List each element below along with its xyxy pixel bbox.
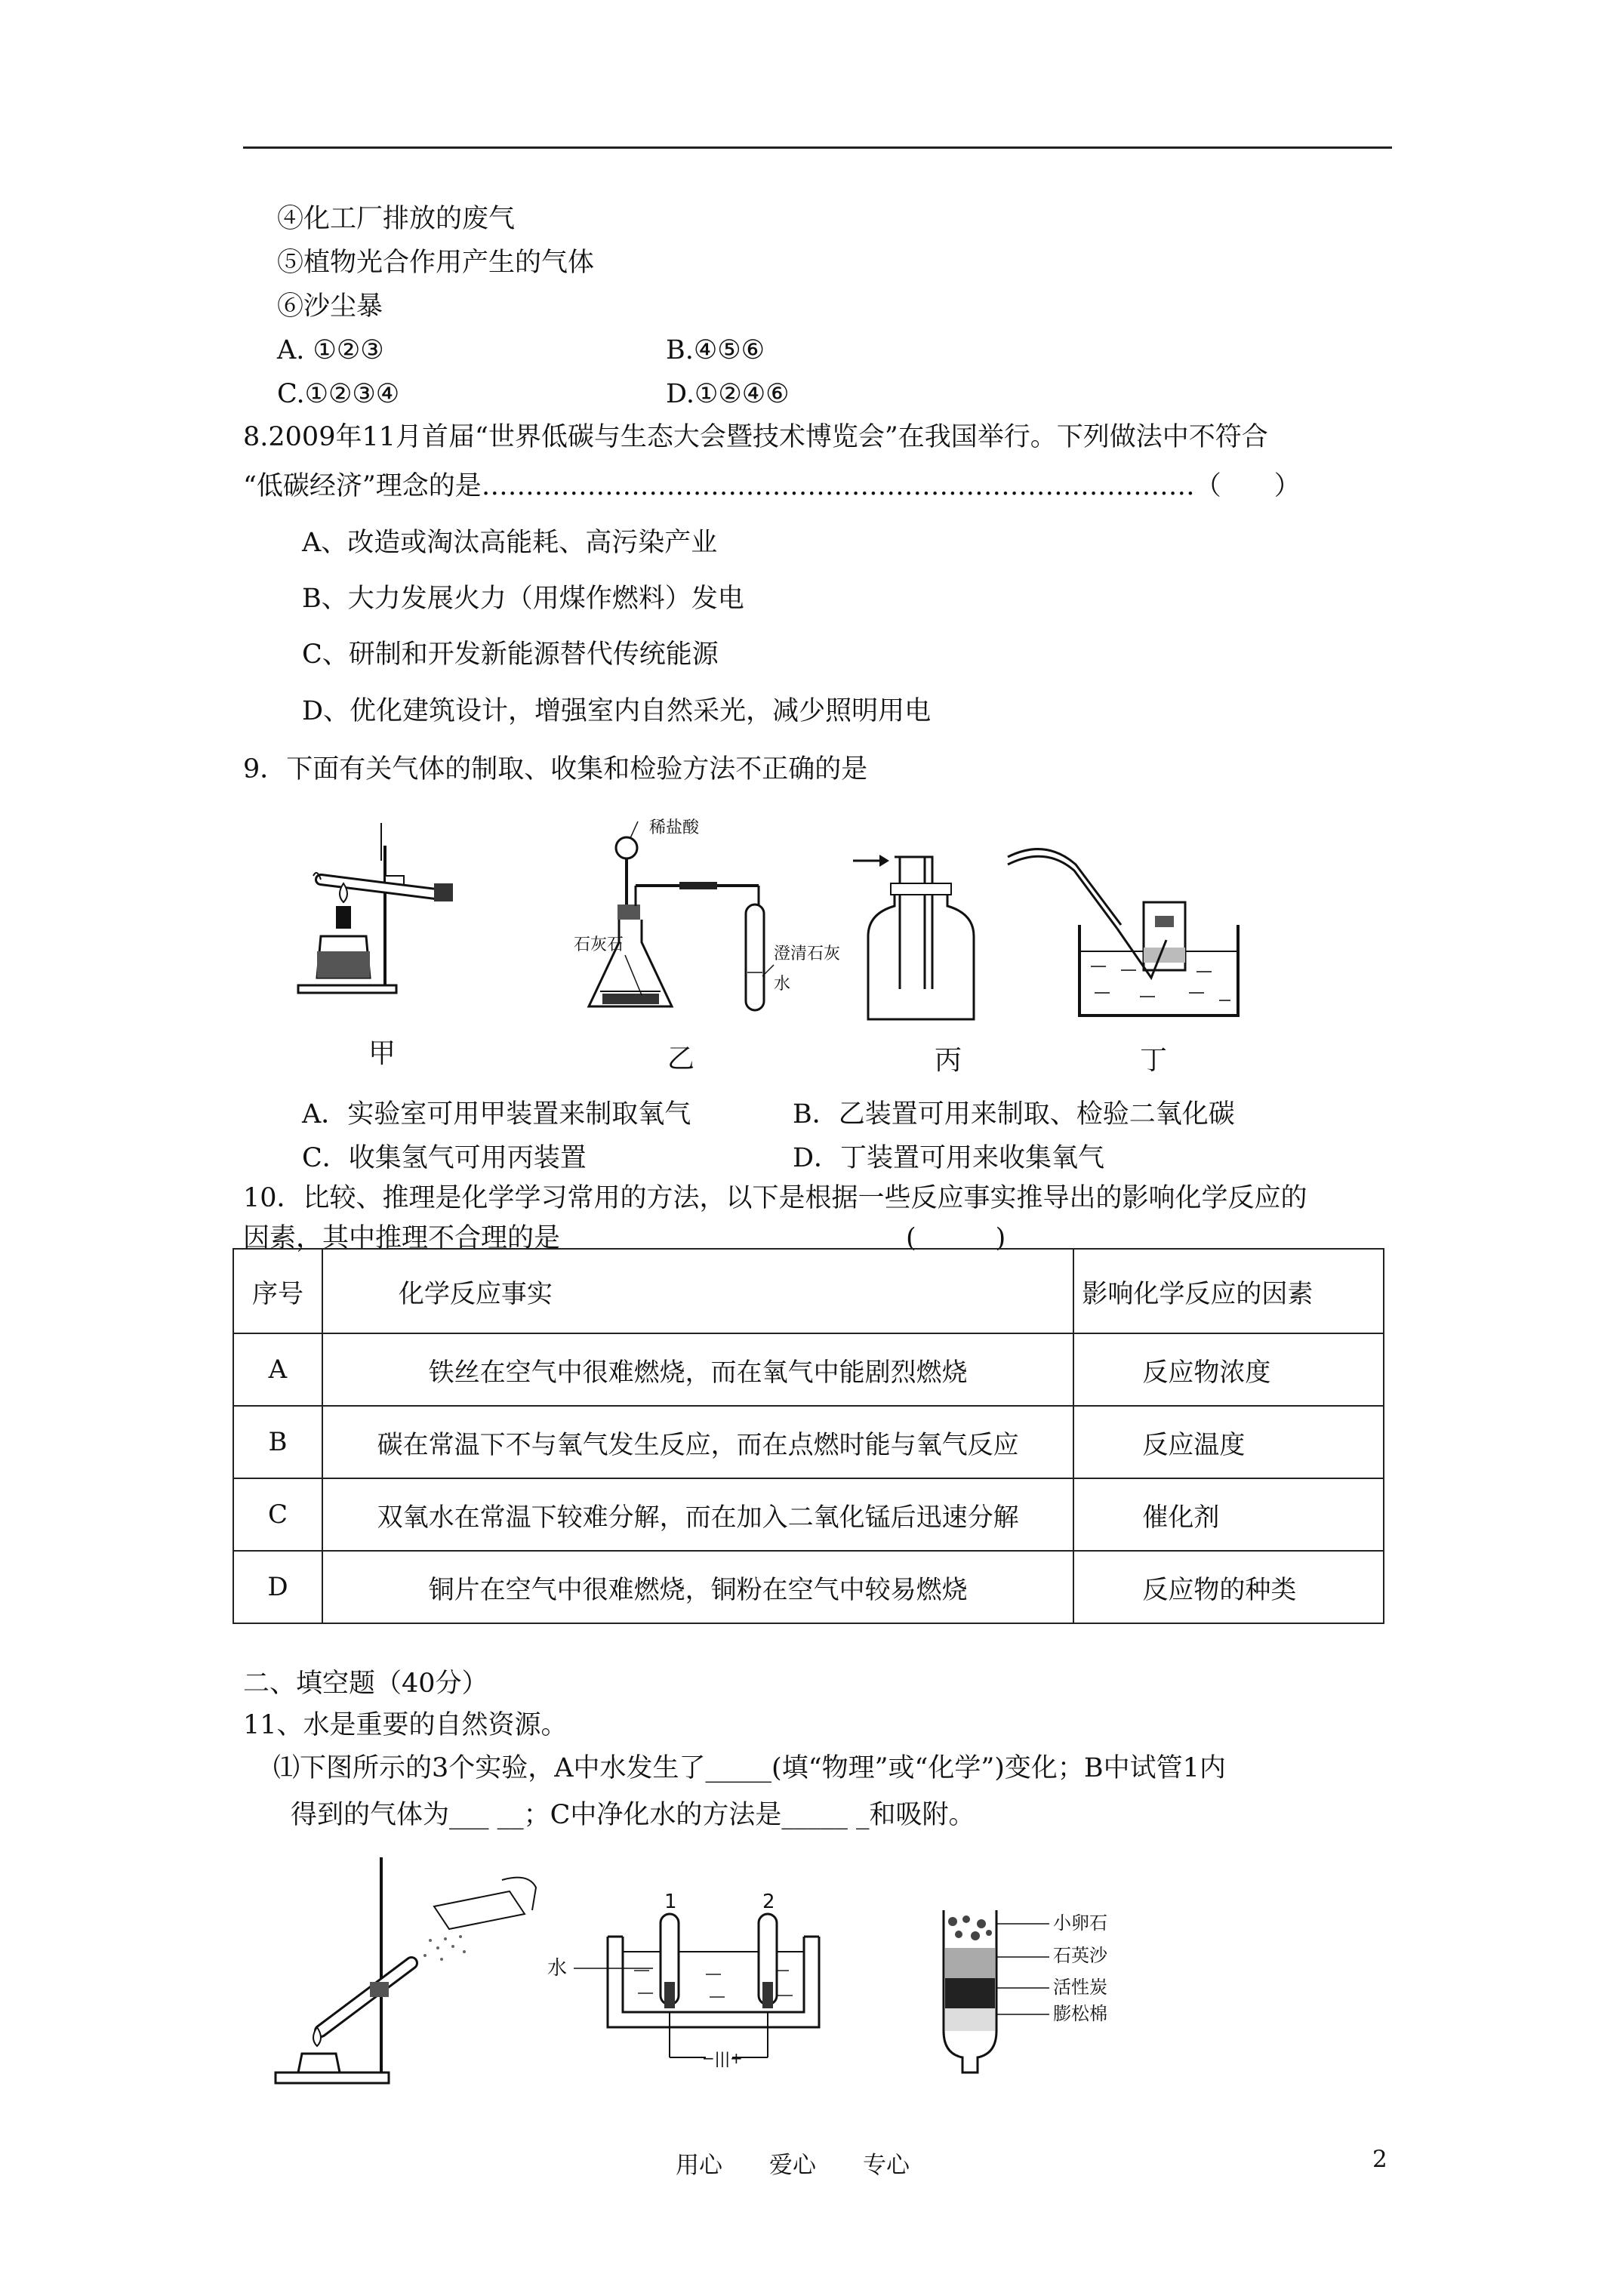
label-tube-2: 2 xyxy=(762,1891,775,1913)
q7-choice-c: C.①②③④ xyxy=(277,379,400,409)
page-number: 2 xyxy=(1372,2146,1387,2173)
q9-choice-d: D．丁装置可用来收集氧气 xyxy=(793,1143,1105,1173)
header-rule xyxy=(243,146,1392,149)
row-index: A xyxy=(233,1333,322,1406)
q11-part1-line2: 得到的气体为___ __；C中净化水的方法是_____ _和吸附。 xyxy=(291,1800,975,1830)
header-factor: 影响化学反应的因素 xyxy=(1073,1249,1384,1333)
footer-motto: 用心 爱心 专心 xyxy=(676,2152,910,2179)
apparatus-jia-figure xyxy=(291,823,464,997)
row-fact: 碳在常温下不与氧气发生反应，而在点燃时能与氧气反应 xyxy=(322,1406,1073,1478)
header-fact: 化学反应事实 xyxy=(322,1249,1073,1333)
table-row xyxy=(233,1333,1384,1406)
label-limewater: 澄清石灰 xyxy=(774,945,841,963)
option-4: ④化工厂排放的废气 xyxy=(277,204,516,234)
option-6: ⑥沙尘暴 xyxy=(277,291,383,322)
q10-stem-line2: 因素，其中推理不合理的是 xyxy=(243,1223,561,1253)
table-row xyxy=(233,1406,1384,1478)
q8-option-a: A、改造或淘汰高能耗、高污染产业 xyxy=(302,528,718,558)
label-water: 水 xyxy=(774,975,791,994)
table-row xyxy=(233,1551,1384,1623)
q11-stem: 11、水是重要的自然资源。 xyxy=(243,1710,568,1740)
q9-choice-b: B．乙装置可用来制取、检验二氧化碳 xyxy=(793,1099,1235,1130)
apparatus-bing-figure xyxy=(853,838,989,1027)
q7-choice-d: D.①②④⑥ xyxy=(666,379,790,409)
header-index: 序号 xyxy=(233,1249,322,1333)
label-tube-1: 1 xyxy=(664,1891,677,1913)
q9-choice-c: C．收集氢气可用丙装置 xyxy=(302,1143,587,1173)
label-cotton: 膨松棉 xyxy=(1053,2003,1107,2024)
q8-stem-line2: “低碳经济”理念的是………………………………………………………………………（ ） xyxy=(243,471,1301,501)
label-water-b: 水 xyxy=(547,1957,568,1980)
label-dilute-hcl: 稀盐酸 xyxy=(649,818,700,837)
label-limestone: 石灰石 xyxy=(574,935,624,954)
label-activated-carbon: 活性炭 xyxy=(1053,1977,1107,1998)
q10-stem-line1: 10．比较、推理是化学学习常用的方法，以下是根据一些反应事实推导出的影响化学反应的 xyxy=(243,1183,1307,1213)
q11-part1-line1: ⑴下图所示的3个实验，A中水发生了_____(填“物理”或“化学”)变化；B中试管1内 xyxy=(273,1753,1226,1783)
table-header-row xyxy=(233,1249,1384,1333)
label-quartz-sand: 石英沙 xyxy=(1053,1945,1107,1966)
row-factor: 催化剂 xyxy=(1073,1478,1384,1551)
apparatus-a-figure xyxy=(276,1850,540,2091)
q8-option-c: C、研制和开发新能源替代传统能源 xyxy=(302,639,719,670)
row-fact: 铜片在空气中很难燃烧，铜粉在空气中较易燃烧 xyxy=(322,1551,1073,1623)
option-5: ⑤植物光合作用产生的气体 xyxy=(277,248,595,278)
label-bing: 丙 xyxy=(935,1045,962,1076)
row-fact: 铁丝在空气中很难燃烧，而在氧气中能剧烈燃烧 xyxy=(322,1333,1073,1406)
label-yi: 乙 xyxy=(667,1043,695,1074)
label-pebbles: 小卵石 xyxy=(1053,1912,1107,1934)
row-factor: 反应物浓度 xyxy=(1073,1333,1384,1406)
row-index: B xyxy=(233,1406,322,1478)
apparatus-c-figure xyxy=(936,1910,1163,2091)
row-factor: 反应温度 xyxy=(1073,1406,1384,1478)
apparatus-b-figure xyxy=(547,1891,872,2073)
q9-stem: 9．下面有关气体的制取、收集和检验方法不正确的是 xyxy=(243,754,868,784)
table-row xyxy=(233,1478,1384,1551)
row-fact: 双氧水在常温下较难分解，而在加入二氧化锰后迅速分解 xyxy=(322,1478,1073,1551)
row-index: C xyxy=(233,1478,322,1551)
q9-choice-a: A．实验室可用甲装置来制取氧气 xyxy=(302,1099,691,1130)
label-ding: 丁 xyxy=(1140,1045,1168,1076)
section-title: 二、填空题（40分） xyxy=(243,1669,488,1699)
q8-option-b: B、大力发展火力（用煤作燃料）发电 xyxy=(302,584,744,614)
q10-answer-paren: ( ) xyxy=(906,1223,1006,1253)
apparatus-ding-figure xyxy=(1008,842,1257,1023)
q8-stem-line1: 8.2009年11月首届“世界低碳与生态大会暨技术博览会”在我国举行。下列做法中不符合 xyxy=(243,422,1268,452)
reaction-factors-table xyxy=(233,1248,1384,1624)
label-jia: 甲 xyxy=(368,1038,396,1069)
q7-choice-a: A. ①②③ xyxy=(277,335,384,365)
label-battery: −|||+ xyxy=(702,2049,743,2067)
row-factor: 反应物的种类 xyxy=(1073,1551,1384,1623)
row-index: D xyxy=(233,1551,322,1623)
q7-choice-b: B.④⑤⑥ xyxy=(666,335,765,365)
q8-option-d: D、优化建筑设计，增强室内自然采光，减少照明用电 xyxy=(302,696,932,726)
apparatus-yi-figure xyxy=(574,814,868,1018)
